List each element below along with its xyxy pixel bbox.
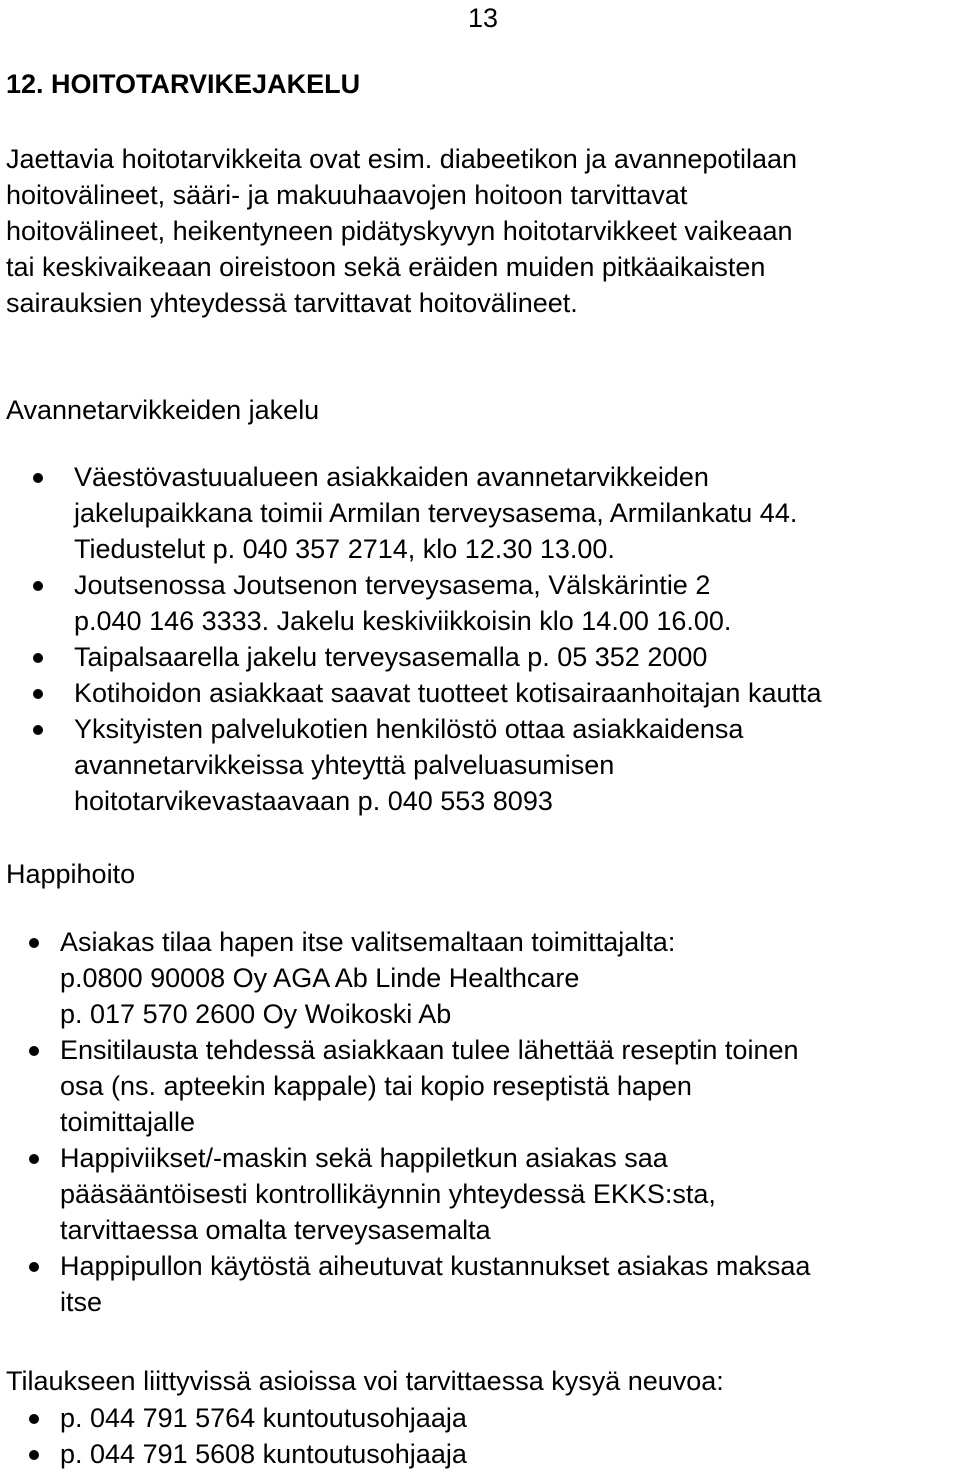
list-item-line: toimittajalle (60, 1107, 196, 1137)
list-item (60, 1032, 810, 1140)
list-item (60, 1400, 467, 1436)
bullet-icon (33, 725, 43, 735)
contact-bullet-list (60, 1400, 467, 1472)
bullet-icon (33, 581, 43, 591)
happi-section-title: Happihoito (6, 859, 136, 889)
section-heading: 12. HOITOTARVIKEJAKELU (6, 69, 361, 99)
list-item-line: p. 017 570 2600 Oy Woikoski Ab (60, 999, 452, 1029)
intro-line: sairauksien yhteydessä tarvittavat hoitovälineet. (6, 288, 578, 318)
list-item-line: p. 044 791 5608 kuntoutusohjaaja (60, 1439, 467, 1469)
list-item-line: Kotihoidon asiakkaat saavat tuotteet kotisairaanhoitajan kautta (74, 678, 822, 708)
list-item (60, 924, 810, 1032)
intro-paragraph (6, 141, 956, 321)
intro-line: hoitovälineet, sääri- ja makuuhaavojen hoitoon tarvittavat (6, 180, 688, 210)
list-item-line: hoitotarvikevastaavaan p. 040 553 8093 (74, 786, 553, 816)
list-item-line: Happipullon käytöstä aiheutuvat kustannukset asiakas maksaa (60, 1251, 811, 1281)
bullet-icon (29, 1046, 39, 1056)
list-item (74, 459, 822, 567)
list-item (74, 675, 822, 711)
list-item-line: Taipalsaarella jakelu terveysasemalla p. 05 352 2000 (74, 642, 708, 672)
list-item-line: Ensitilausta tehdessä asiakkaan tulee lähettää reseptin toinen (60, 1035, 799, 1065)
page-number: 13 (468, 3, 499, 33)
bullet-icon (29, 1450, 39, 1460)
list-item (60, 1140, 810, 1248)
list-item-line: itse (60, 1287, 103, 1317)
list-item (60, 1436, 467, 1472)
list-item-line: Yksityisten palvelukotien henkilöstö ottaa asiakkaidensa (74, 714, 744, 744)
bullet-icon (33, 653, 43, 663)
list-item-line: tarvittaessa omalta terveysasemalta (60, 1215, 491, 1245)
list-item (60, 1248, 810, 1320)
list-item (74, 711, 822, 819)
list-item-line: Joutsenossa Joutsenon terveysasema, Välskärintie 2 (74, 570, 711, 600)
list-item-line: p.040 146 3333. Jakelu keskiviikkoisin klo 14.00 16.00. (74, 606, 732, 636)
intro-line: tai keskivaikeaan oireistoon sekä eräiden muiden pitkäaikaisten (6, 252, 766, 282)
bullet-icon (29, 1154, 39, 1164)
happi-bullet-list (60, 924, 810, 1320)
list-item (74, 567, 822, 639)
list-item-line: p.0800 90008 Oy AGA Ab Linde Healthcare (60, 963, 580, 993)
avanne-bullet-list (74, 459, 822, 819)
intro-line: hoitovälineet, heikentyneen pidätyskyvyn hoitotarvikkeet vaikeaan (6, 216, 793, 246)
list-item-line: Asiakas tilaa hapen itse valitsemaltaan toimittajalta: (60, 927, 676, 957)
bullet-icon (33, 689, 43, 699)
bullet-icon (29, 1414, 39, 1424)
bullet-icon (33, 473, 43, 483)
contact-section-title: Tilaukseen liittyvissä asioissa voi tarvittaessa kysyä neuvoa: (6, 1366, 724, 1396)
avanne-section-title: Avannetarvikkeiden jakelu (6, 395, 320, 425)
list-item-line: osa (ns. apteekin kappale) tai kopio reseptistä hapen (60, 1071, 692, 1101)
bullet-icon (29, 1262, 39, 1272)
list-item-line: p. 044 791 5764 kuntoutusohjaaja (60, 1403, 467, 1433)
list-item (74, 639, 822, 675)
intro-line: Jaettavia hoitotarvikkeita ovat esim. diabeetikon ja avannepotilaan (6, 144, 797, 174)
bullet-icon (29, 938, 39, 948)
list-item-line: Väestövastuualueen asiakkaiden avannetarvikkeiden (74, 462, 709, 492)
list-item-line: avannetarvikkeissa yhteyttä palveluasumisen (74, 750, 615, 780)
list-item-line: Tiedustelut p. 040 357 2714, klo 12.30 13.00. (74, 534, 615, 564)
list-item-line: pääsääntöisesti kontrollikäynnin yhteydessä EKKS:sta, (60, 1179, 716, 1209)
list-item-line: Happiviikset/-maskin sekä happiletkun asiakas saa (60, 1143, 668, 1173)
list-item-line: jakelupaikkana toimii Armilan terveysasema, Armilankatu 44. (74, 498, 798, 528)
